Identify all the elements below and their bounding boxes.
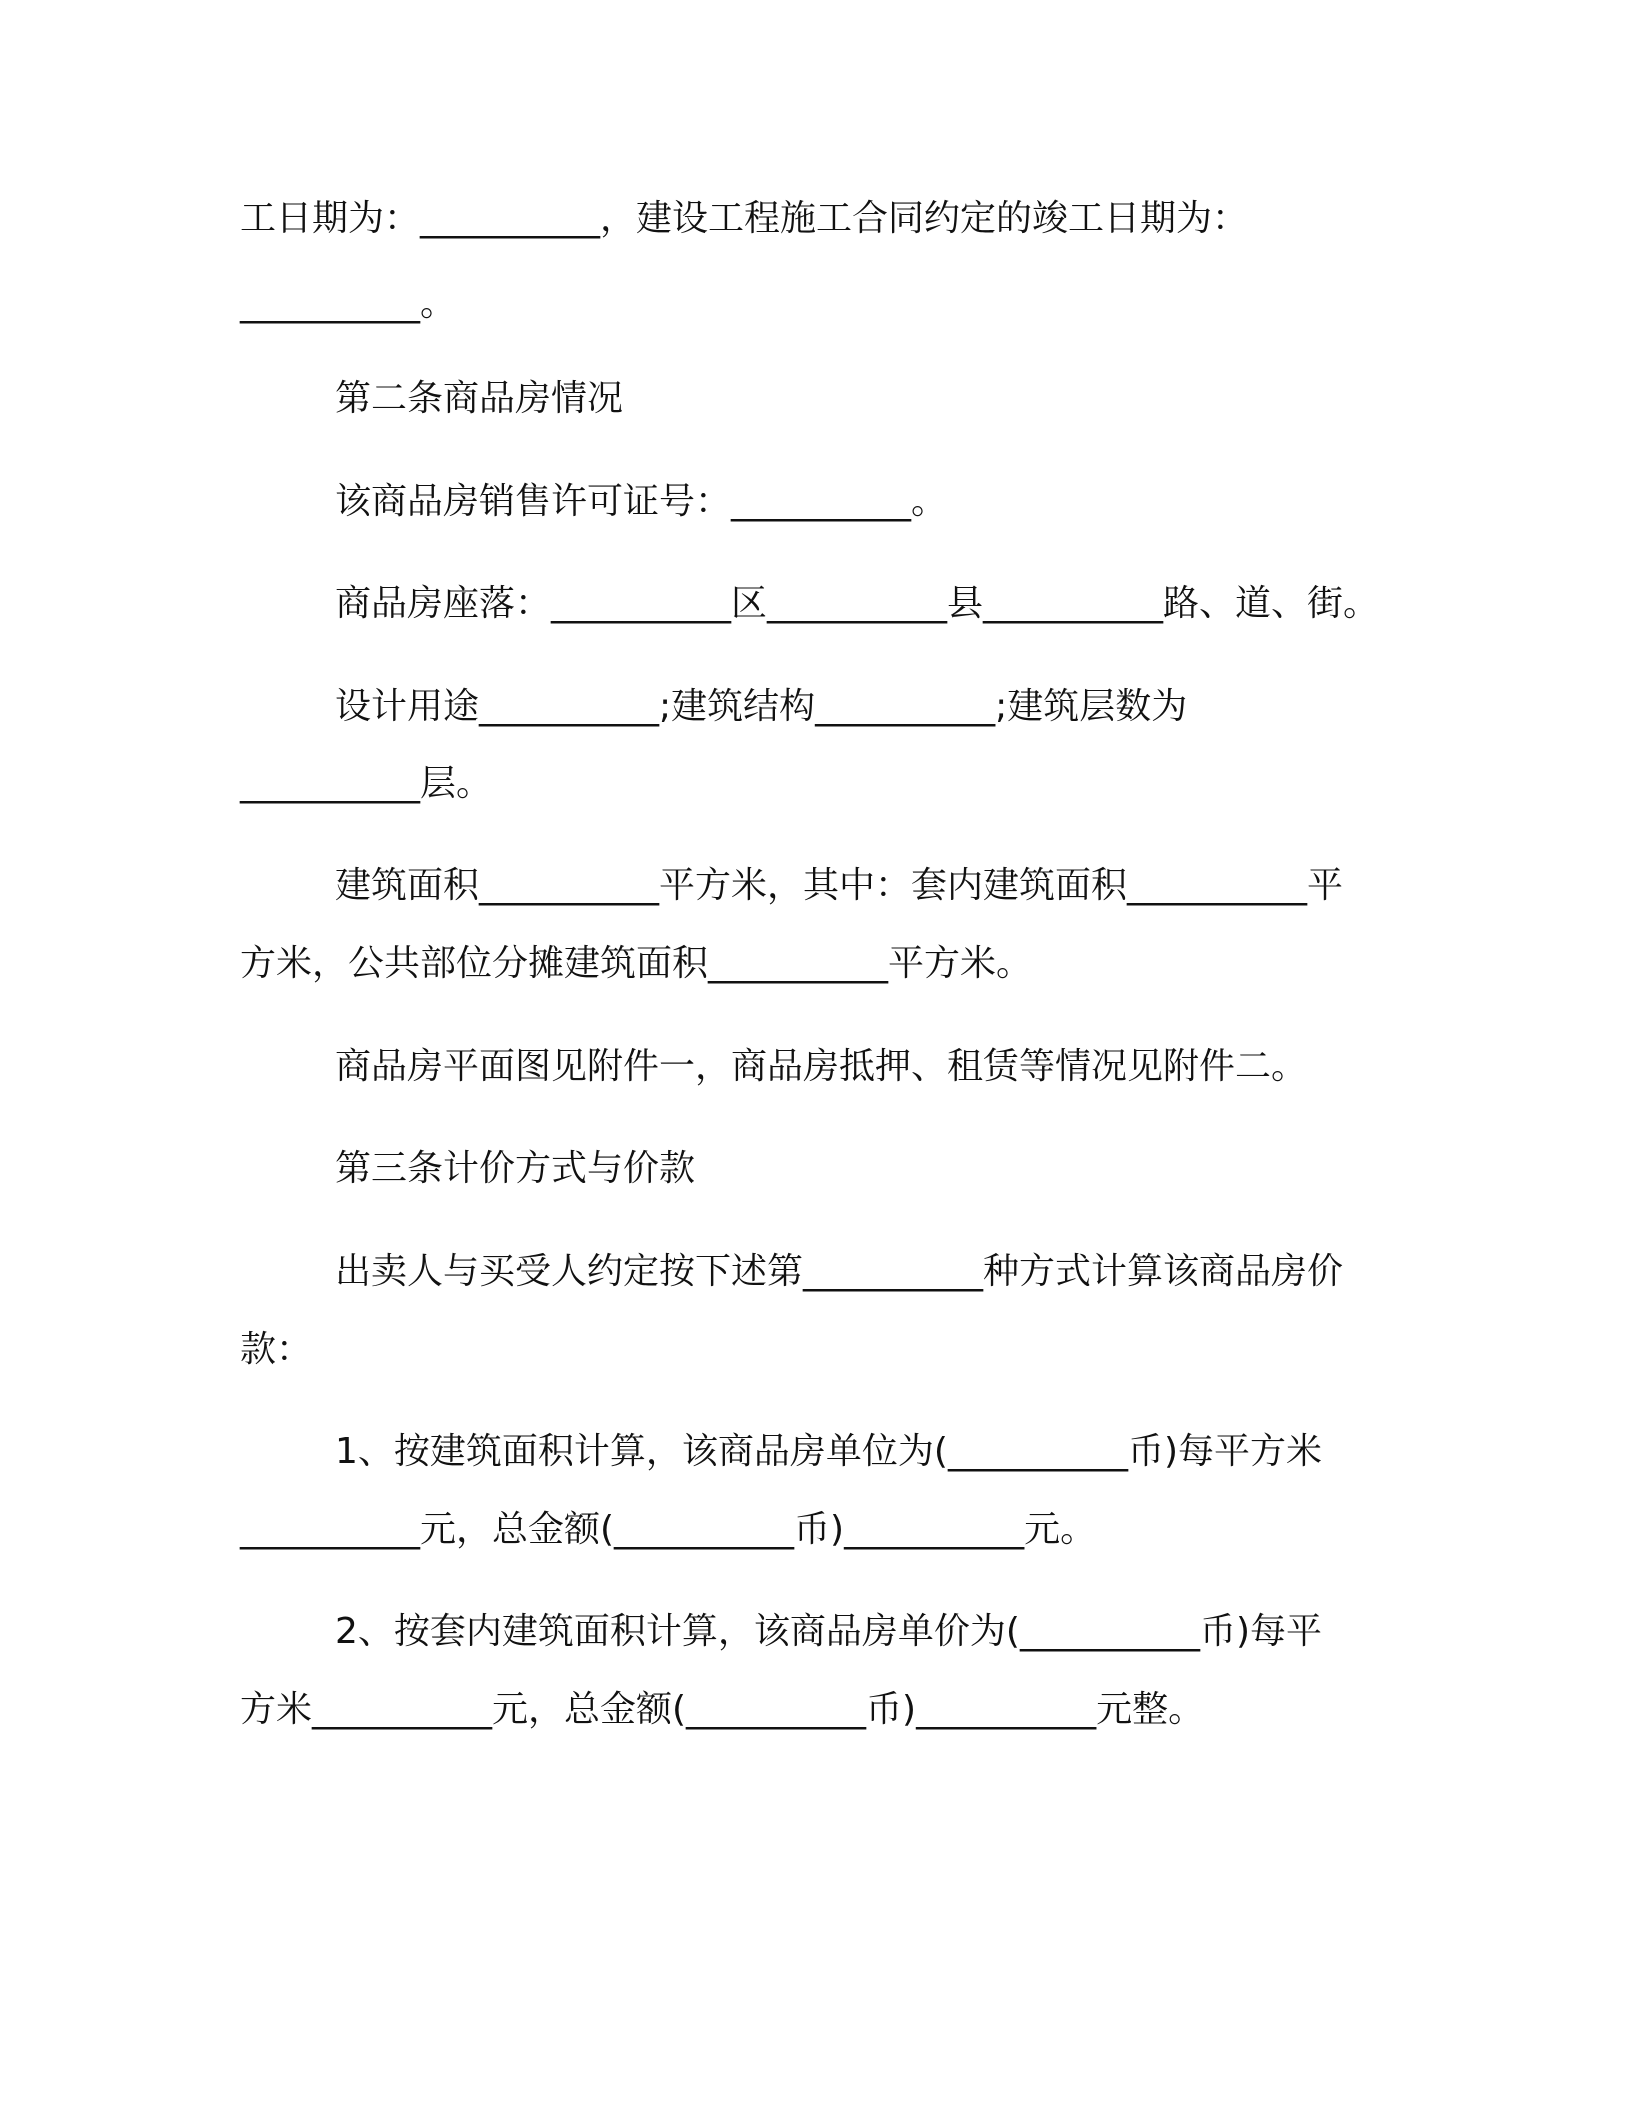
text-line-option-2: 2、按套内建筑面积计算，该商品房单价为(__________币)每平 [335,1611,1322,1652]
text-line-design: 设计用途__________;建筑结构__________;建筑层数为 [335,686,1188,727]
text-line-permit: 该商品房销售许可证号：__________。 [335,481,948,522]
text-line-area-cont: 方米，公共部位分摊建筑面积__________平方米。 [240,943,1033,984]
text-line-option-1: 1、按建筑面积计算，该商品房单位为(__________币)每平方米 [335,1431,1322,1472]
text-line-area: 建筑面积__________平方米，其中：套内建筑面积__________平 [335,865,1344,906]
text-line-floors: __________层。 [240,763,493,804]
text-line-attachments: 商品房平面图见附件一，商品房抵押、租赁等情况见附件二。 [335,1046,1308,1087]
text-line-2: __________。 [240,283,457,324]
text-line-location: 商品房座落：__________区__________县__________路、道、街。 [335,583,1380,624]
text-line-option-2-cont: 方米__________元，总金额(__________币)__________元整。 [240,1689,1205,1730]
text-line-option-1-cont: __________元，总金额(__________币)__________元。 [240,1509,1097,1550]
text-line-pricing-cont: 款： [240,1329,313,1370]
section-heading-2: 第二条商品房情况 [335,378,624,419]
text-line-pricing: 出卖人与买受人约定按下述第__________种方式计算该商品房价 [335,1251,1344,1292]
section-heading-3: 第三条计价方式与价款 [335,1148,696,1189]
text-line-1: 工日期为：__________，建设工程施工合同约定的竣工日期为： [240,198,1249,239]
